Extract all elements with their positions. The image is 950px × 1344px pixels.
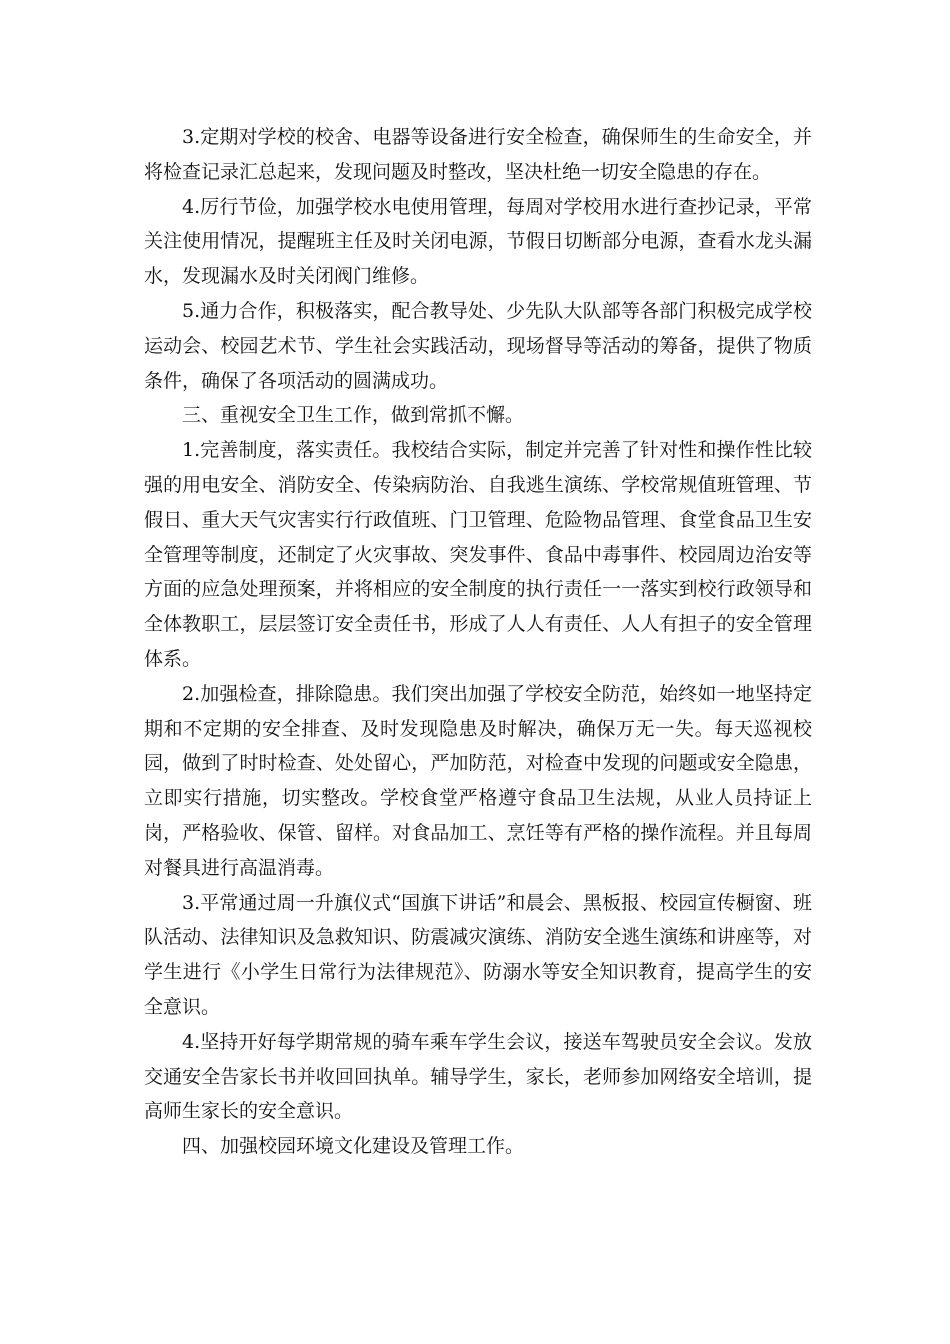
paragraph-item-5-cooperation: 5.通力合作，积极落实，配合教导处、少先队大队部等各部门积极完成学校运动会、校园艺术节、学生社会实践活动，现场督导等活动的筹备，提供了物质条件，确保了各项活动的圆满成功。 — [144, 299, 812, 392]
paragraph-item-4-traffic: 4.坚持开好每学期常规的骑车乘车学生会议，接送车驾驶员安全会议。发放交通安全告家长书并收回回执单。辅导学生，家长，老师参加网络安全培训，提高师生家长的安全意识。 — [144, 1030, 812, 1123]
paragraph-item-2-inspection: 2.加强检查，排除隐患。我们突出加强了学校安全防范，始终如一地坚持定期和不定期的安全排查、及时发现隐患及时解决，确保万无一失。每天巡视校园，做到了时时检查、处处留心，严加防范，对检查中发现的问题或安全隐患，立即实行措施，切实整改。学校食堂严格遵守食品卫生法规，从业人员持证上岗，严格验收、保管、留样。对食品加工、烹饪等有严格的操作流程。并且每周对餐具进行高温消毒。 — [144, 682, 812, 879]
document-page — [144, 120, 812, 1164]
paragraph-item-1-system: 1.完善制度，落实责任。我校结合实际，制定并完善了针对性和操作性比较强的用电安全、消防安全、传染病防治、自我逃生演练、学校常规值班管理、节假日、重大天气灾害实行行政值班、门卫管理、危险物品管理、食堂食品卫生安全管理等制度，还制定了火灾事故、突发事件、食品中毒事件、校园周边治安等方面的应急处理预案，并将相应的安全制度的执行责任一一落实到校行政领导和全体教职工，层层签订安全责任书，形成了人人有责任、人人有担子的安全管理体系。 — [144, 439, 812, 670]
paragraph-item-3-education: 3.平常通过周一升旗仪式“国旗下讲话”和晨会、黑板报、校园宣传橱窗、班队活动、法律知识及急救知识、防震减灾演练、消防安全逃生演练和讲座等，对学生进行《小学生日常行为法律规范》、防溺水等安全知识教育，提高学生的安全意识。 — [144, 891, 812, 1018]
paragraph-item-3-inspection: 3.定期对学校的校舍、电器等设备进行安全检查，确保师生的生命安全，并将检查记录汇总起来，发现问题及时整改，坚决杜绝一切安全隐患的存在。 — [144, 126, 812, 183]
paragraph-item-4-thrift: 4.厉行节俭，加强学校水电使用管理，每周对学校用水进行查抄记录，平常关注使用情况，提醒班主任及时关闭电源，节假日切断部分电源，查看水龙头漏水，发现漏水及时关闭阀门维修。 — [144, 195, 812, 288]
section-heading-safety: 三、重视安全卫生工作，做到常抓不懈。 — [182, 404, 525, 427]
section-heading-environment: 四、加强校园环境文化建设及管理工作。 — [182, 1135, 525, 1158]
